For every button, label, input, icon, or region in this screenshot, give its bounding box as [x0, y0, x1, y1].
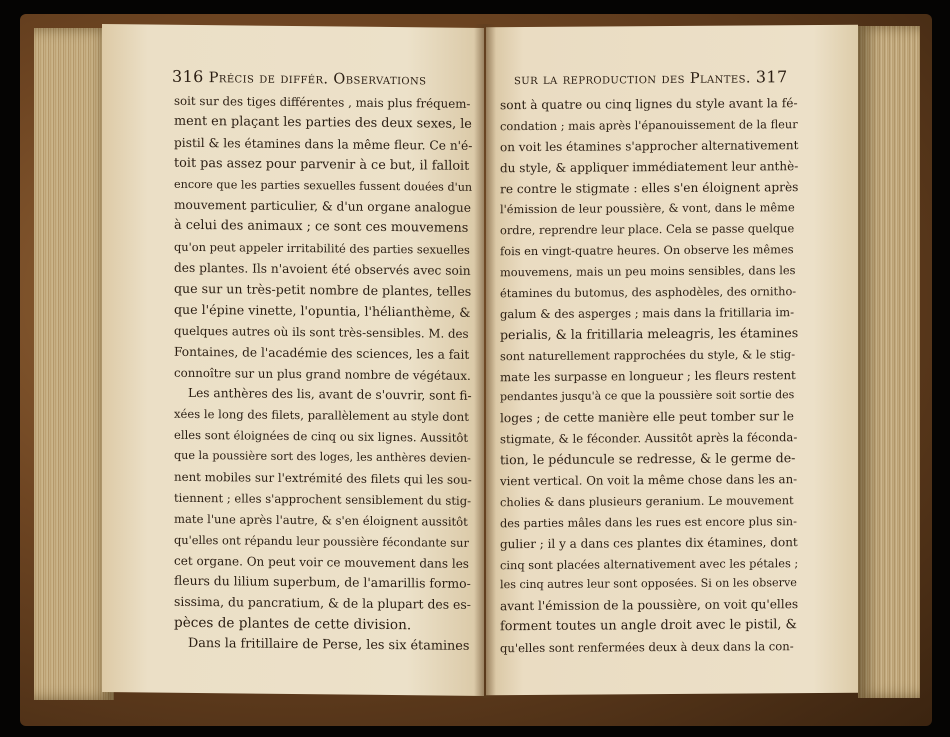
text-line: pèces de plantes de cette division.: [174, 615, 412, 634]
text-line: on voit les étamines s'approcher alternativement: [500, 137, 799, 154]
text-line: gulier ; il y a dans ces plantes dix étamines, dont: [500, 534, 798, 551]
text-line: ment en plaçant les parties des deux sexes, le: [174, 113, 472, 132]
text-line: des parties mâles dans les rues est encore plus sin-: [500, 513, 797, 531]
text-line: mouvemens, mais un peu moins sensibles, dans les: [500, 263, 796, 280]
text-line: mate l'une après l'autre, & s'en éloignent aussitôt: [174, 511, 468, 529]
right-page: [486, 25, 858, 696]
text-line: xées le long des filets, parallèlement au style dont: [174, 407, 469, 425]
text-line: vient vertical. On voit la même chose dans les an-: [500, 472, 798, 489]
text-line: sont à quatre ou cinq lignes du style avant la fé-: [500, 96, 798, 113]
text-line: cholies & dans plusieurs geranium. Le mouvement: [500, 493, 794, 510]
right-page-number: 317: [755, 67, 788, 87]
text-line: ordre, reprendre leur place. Cela se passe quelque: [500, 221, 795, 238]
text-line: fleurs du lilium superbum, de l'amarillis formo-: [174, 573, 471, 592]
right-running-head: [514, 67, 788, 88]
text-line: re contre le stigmate : elles s'en éloignent après: [500, 179, 799, 196]
left-page-number: 316: [172, 66, 204, 87]
text-line: que la poussière sort des loges, les anthères devien-: [174, 448, 471, 466]
text-line: cet organe. On peut voir ce mouvement dans les: [174, 553, 469, 571]
right-head-title: sur la reproduction des Plantes.: [514, 70, 751, 89]
text-line: tion, le péduncule se redresse, & le germe de-: [500, 450, 796, 468]
text-line: mate les surpasse en longueur ; les fleurs restent: [500, 367, 796, 384]
text-line: à celui des animaux ; ce sont ces mouvemens: [174, 218, 469, 237]
text-line: que sur un très-petit nombre de plantes, telles: [174, 280, 472, 299]
text-line: stigmate, & le féconder. Aussitôt après la féconda-: [500, 430, 798, 447]
text-line: qu'elles ont répandu leur poussière fécondante sur: [174, 532, 469, 550]
right-page-text: [500, 93, 799, 659]
text-line: nent mobiles sur l'extrémité des filets qui les sou-: [174, 469, 472, 487]
text-line: l'émission de leur poussière, & vont, dans le même: [500, 200, 795, 217]
text-line: forment toutes un angle droit avec le pistil, &: [500, 617, 797, 635]
text-line: des plantes. Ils n'avoient été observés avec soin: [174, 260, 471, 278]
text-line: pendantes jusqu'à ce que la poussière soit sortie des: [500, 388, 795, 404]
text-line: quelques autres où ils sont très-sensibles. M. des: [174, 323, 469, 341]
text-line: soit sur des tiges différentes , mais plus fréquem-: [174, 93, 471, 111]
text-line: sont naturellement rapprochées du style, & le stig-: [500, 346, 796, 363]
text-line: perialis, & la fritillaria meleagris, les étamines: [500, 324, 799, 342]
text-line: que l'épine vinette, l'opuntia, l'hélianthème, &: [174, 301, 471, 320]
text-line: Dans la fritillaire de Perse, les six étamines: [188, 636, 470, 655]
left-page-text: [174, 91, 473, 658]
text-line: Les anthères des lis, avant de s'ouvrir, sont fi-: [188, 386, 472, 404]
text-line: condation ; mais après l'épanouissement de la fleur: [500, 117, 798, 134]
text-line: du style, & appliquer immédiatement leur anthè-: [500, 158, 799, 175]
text-line: loges ; de cette manière elle peut tomber sur le: [500, 409, 795, 426]
text-line: galum & des asperges ; mais dans la fritillaria im-: [500, 305, 794, 322]
text-line: avant l'émission de la poussière, on voit qu'elles: [500, 597, 799, 614]
page-edges-right: [858, 26, 920, 698]
text-line: Fontaines, de l'académie des sciences, les a fait: [174, 344, 470, 362]
text-line: cinq sont placées alternativement avec les pétales ;: [500, 555, 799, 572]
text-line: connoître sur un plus grand nombre de végétaux.: [174, 365, 471, 383]
text-line: sissima, du pancratium, & de la plupart des es-: [174, 594, 471, 613]
book-gutter: [474, 24, 496, 698]
text-line: mouvement particulier, & d'un organe analogue: [174, 198, 471, 216]
text-line: tiennent ; elles s'approchent sensiblement du stig-: [174, 490, 472, 508]
text-line: qu'elles sont renfermées deux à deux dans la con-: [500, 639, 794, 656]
text-line: toit pas assez pour parvenir à ce but, il falloit: [174, 155, 470, 174]
text-line: elles sont éloignées de cinq ou six lignes. Aussitôt: [174, 428, 469, 446]
left-page: [102, 24, 484, 696]
text-line: pistil & les étamines dans la même fleur. Ce n'é-: [174, 135, 473, 153]
text-line: encore que les parties sexuelles fussent douées d'un: [174, 177, 473, 194]
text-line: qu'on peut appeler irritabilité des parties sexuelles: [174, 239, 470, 258]
left-running-head: [172, 67, 426, 89]
text-line: étamines du butomus, des asphodèles, des ornitho-: [500, 284, 797, 301]
left-head-title: Précis de différ. Observations: [208, 70, 427, 89]
text-line: les cinq autres leur sont opposées. Si on les observe: [500, 576, 797, 592]
text-line: fois en vingt-quatre heures. On observe les mêmes: [500, 242, 794, 259]
